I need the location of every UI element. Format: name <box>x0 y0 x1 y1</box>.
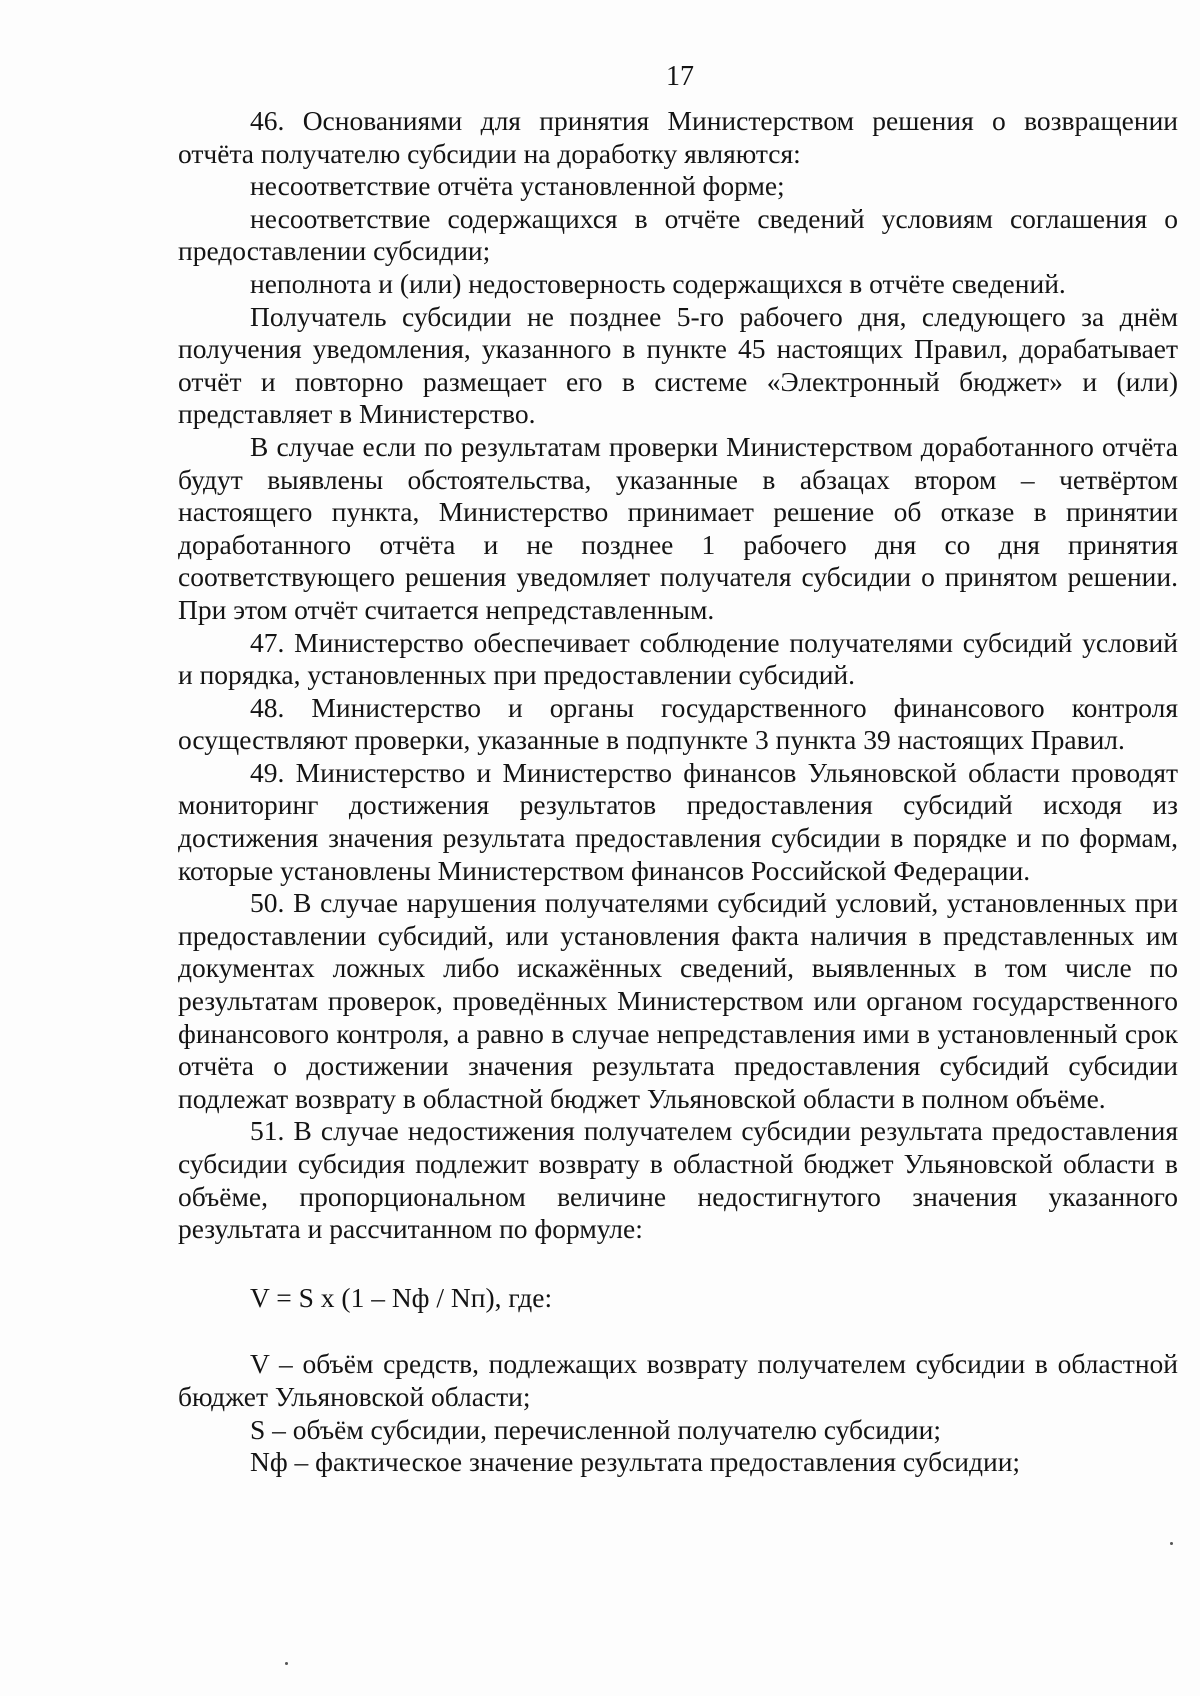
formula: V = S x (1 – Nф / Nп), где: <box>250 1281 553 1313</box>
page-number: 17 <box>666 61 694 92</box>
paragraph-48: 48. Министерство и органы государственного финансового контроля осуществляют проверки, указанные в подпункте 3 пункта 39 настоящих Правил. <box>178 691 1178 756</box>
definition-nf: Nф – фактическое значение результата предоставления субсидии; <box>250 1446 1021 1478</box>
document-body <box>178 105 1178 1479</box>
paragraph-46-item-2: несоответствие содержащихся в отчёте сведений условиям соглашения о предоставлении субсидии; <box>178 202 1178 267</box>
paragraph-46-resubmission: Получатель субсидии не позднее 5-го рабочего дня, следующего за днём получения уведомления, указанного в пункте 45 настоящих Правил, дорабатывает отчёт и повторно размещает его в системе «Электронный бюджет» и (или) представляет в Министерство. <box>178 300 1178 430</box>
definition-v: V – объём средств, подлежащих возврату получателем субсидии в областной бюджет Ульяновской области; <box>178 1348 1178 1412</box>
paragraph-46: 46. Основаниями для принятия Министерством решения о возвращении отчёта получателю субсидии на доработку являются: <box>178 105 1178 169</box>
paragraph-51: 51. В случае недостижения получателем субсидии результата предоставления субсидии субсидия подлежит возврату в областной бюджет Ульяновской области в объёме, пропорциональном величине недостигнутого значения указанного результата и рассчитанном по формуле: <box>178 1115 1178 1245</box>
paragraph-46-item-1: несоответствие отчёта установленной форме; <box>250 170 785 202</box>
paragraph-49: 49. Министерство и Министерство финансов Ульяновской области проводят мониторинг достижения результатов предоставления субсидий исходя из достижения значения результата предоставления субсидии в порядке и по формам, которые установлены Министерством финансов Российской Федерации. <box>178 756 1178 886</box>
paragraph-50: 50. В случае нарушения получателями субсидий условий, установленных при предоставлении субсидий, или установления факта наличия в представленных им документах ложных либо искажённых сведений, выявленных в том числе по результатам проверок, проведённых Министерством или органом государственного финансового контроля, а равно в случае непредставления ими в установленный срок отчёта о достижении значения результата предоставления субсидий субсидии подлежат возврату в областной бюджет Ульяновской области в полном объёме. <box>178 887 1178 1114</box>
paragraph-46-refusal: В случае если по результатам проверки Министерством доработанного отчёта будут выявлены обстоятельства, указанные в абзацах втором – четвёртом настоящего пункта, Министерство принимает решение об отказе в принятии доработанного отчёта и не позднее 1 рабочего дня со дня принятия соответствующего решения уведомляет получателя субсидии о принятом решении. При этом отчёт считается непредставленным. <box>178 430 1178 625</box>
paragraph-46-item-3: неполнота и (или) недостоверность содержащихся в отчёте сведений. <box>250 267 1066 299</box>
paragraph-47: 47. Министерство обеспечивает соблюдение получателями субсидий условий и порядка, установленных при предоставлении субсидий. <box>178 626 1178 691</box>
scan-speck <box>1170 1542 1173 1545</box>
scan-speck <box>285 1662 288 1665</box>
definition-s: S – объём субсидии, перечисленной получателю субсидии; <box>250 1413 942 1445</box>
